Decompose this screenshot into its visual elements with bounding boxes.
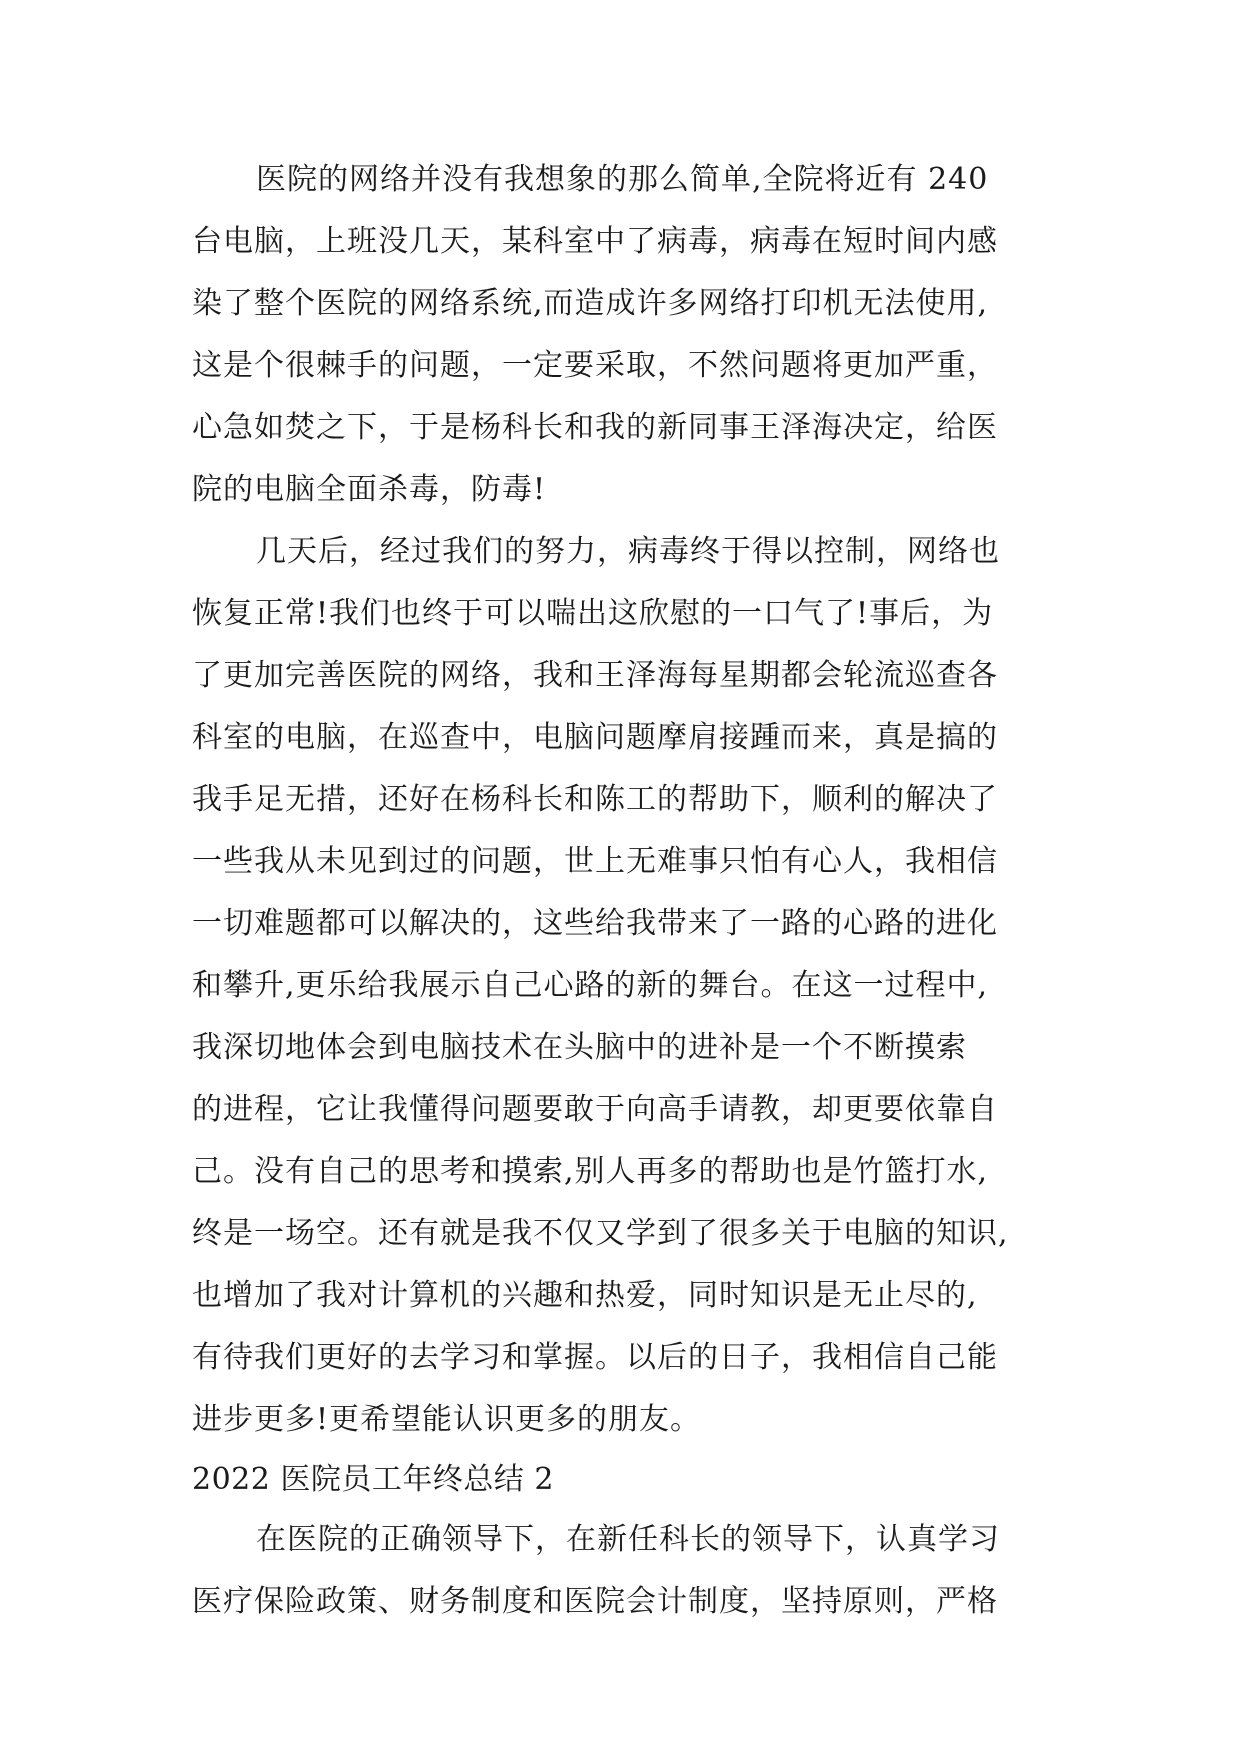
- paragraph-2-line-13: 也增加了我对计算机的兴趣和热爱，同时知识是无止尽的,: [192, 1278, 978, 1313]
- paragraph-2-line-8: 和攀升,更乐给我展示自己心路的新的舞台。在这一过程中,: [192, 968, 989, 1003]
- paragraph-2-line-7: 一切难题都可以解决的，这些给我带来了一路的心路的进化: [192, 906, 998, 941]
- section-heading: 2022 医院员工年终总结 2: [192, 1462, 555, 1497]
- paragraph-2-line-15: 进步更多!更希望能认识更多的朋友。: [192, 1402, 702, 1437]
- paragraph-2-line-14: 有待我们更好的去学习和掌握。以后的日子，我相信自己能: [192, 1340, 998, 1375]
- paragraph-2-line-10: 的进程，它让我懂得问题要敢于向高手请教，却更要依靠自: [192, 1092, 998, 1127]
- paragraph-1-line-1: 医院的网络并没有我想象的那么简单,全院将近有 240: [256, 162, 989, 197]
- paragraph-1-line-6: 院的电脑全面杀毒，防毒!: [192, 472, 547, 507]
- paragraph-1-line-4: 这是个很棘手的问题，一定要采取，不然问题将更加严重，: [192, 348, 998, 383]
- paragraph-2-line-3: 了更加完善医院的网络，我和王泽海每星期都会轮流巡查各: [192, 658, 998, 693]
- paragraph-2-line-2: 恢复正常!我们也终于可以喘出这欣慰的一口气了!事后，为: [192, 596, 994, 631]
- paragraph-2-line-1: 几天后，经过我们的努力，病毒终于得以控制，网络也: [256, 534, 1000, 569]
- paragraph-3-line-2: 医疗保险政策、财务制度和医院会计制度，坚持原则，严格: [192, 1584, 998, 1619]
- paragraph-2-line-11: 己。没有自己的思考和摸索,别人再多的帮助也是竹篮打水,: [192, 1154, 989, 1189]
- paragraph-3-line-1: 在医院的正确领导下，在新任科长的领导下，认真学习: [256, 1522, 1000, 1557]
- paragraph-1-line-5: 心急如焚之下，于是杨科长和我的新同事王泽海决定，给医: [192, 410, 998, 445]
- paragraph-2-line-6: 一些我从未见到过的问题，世上无难事只怕有心人，我相信: [192, 844, 998, 879]
- paragraph-2-line-12: 终是一场空。还有就是我不仅又学到了很多关于电脑的知识,: [192, 1216, 1009, 1251]
- paragraph-1-line-2: 台电脑，上班没几天，某科室中了病毒，病毒在短时间内感: [192, 224, 998, 259]
- paragraph-2-line-4: 科室的电脑，在巡查中，电脑问题摩肩接踵而来，真是搞的: [192, 720, 998, 755]
- paragraph-2-line-5: 我手足无措，还好在杨科长和陈工的帮助下，顺利的解决了: [192, 782, 998, 817]
- paragraph-1-line-3: 染了整个医院的网络系统,而造成许多网络打印机无法使用,: [192, 286, 989, 321]
- paragraph-2-line-9: 我深切地体会到电脑技术在头脑中的进补是一个不断摸索: [192, 1030, 967, 1065]
